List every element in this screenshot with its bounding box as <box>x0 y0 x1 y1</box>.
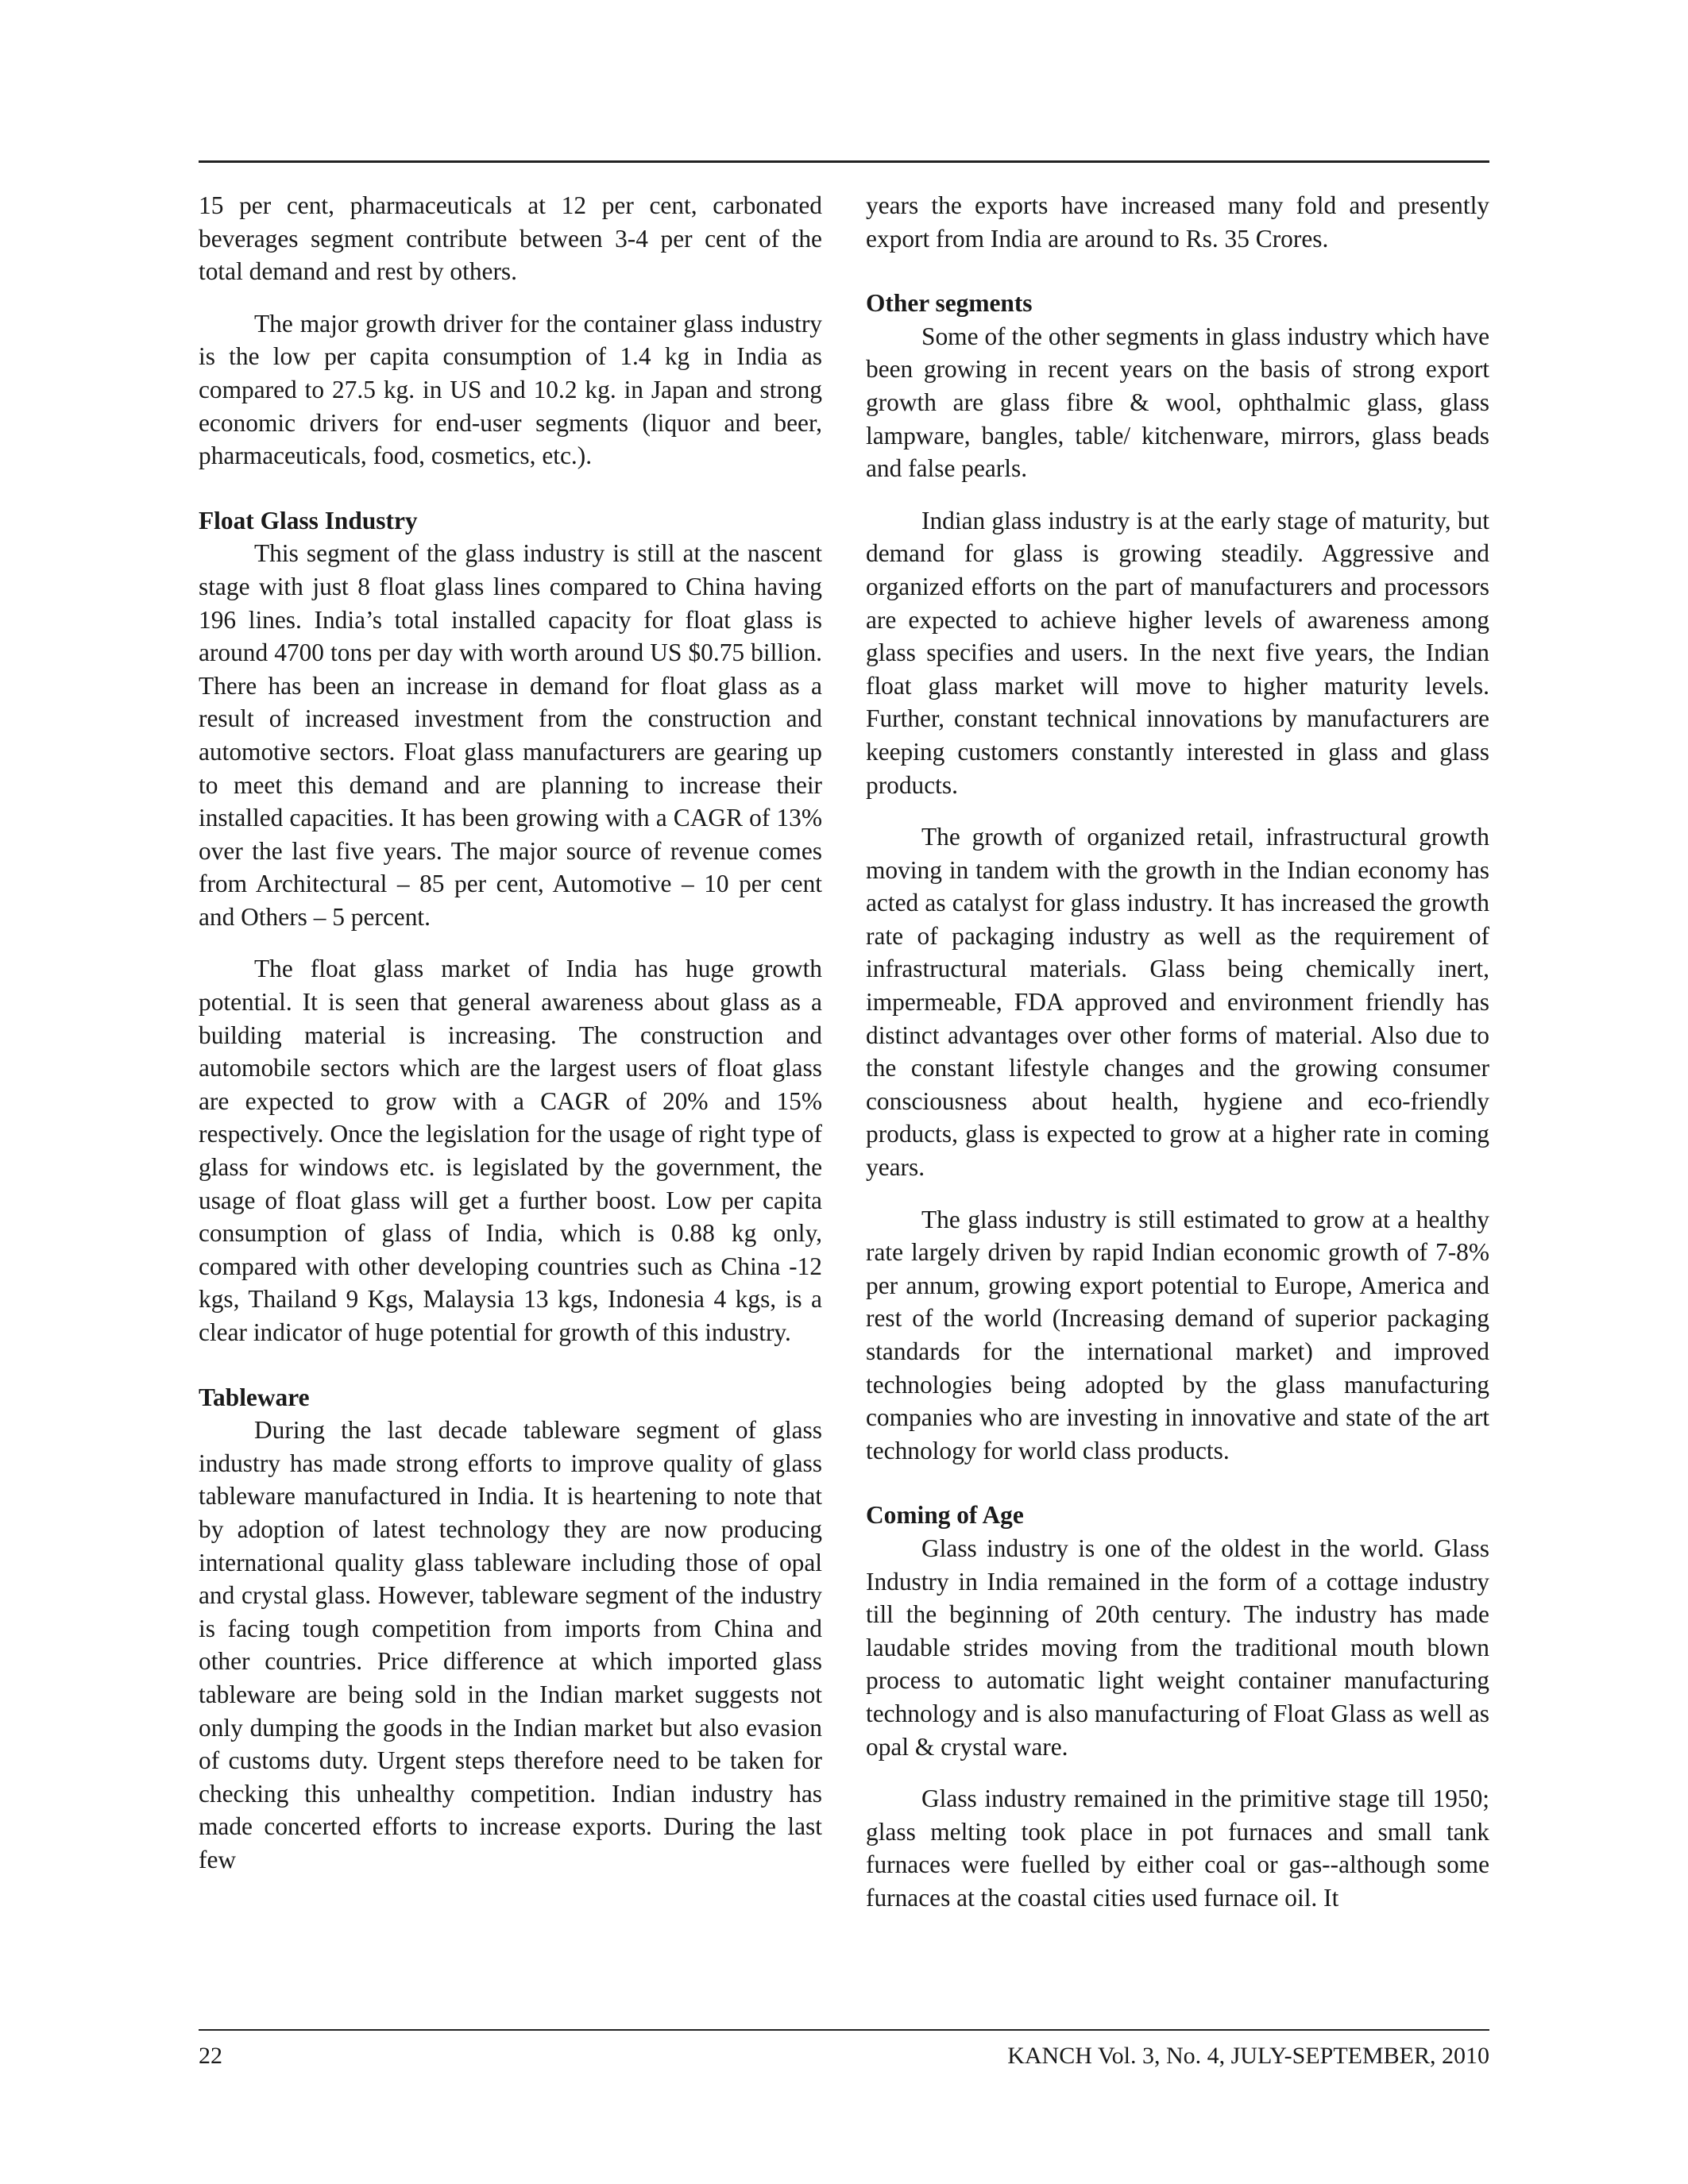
paragraph: The float glass market of India has huge growth potential. It is seen that general awareness about glass as a building material is increasing. The construction and automobile sectors which are the largest users of float glass are expected to grow with a CAGR of 20% and 15% respectively. Once the legislation for the usage of right type of glass for windows etc. is legislated by the government, the usage of float glass will get a further boost. Low per capita consumption of glass of India, which is 0.88 kg only, compared with other developing countries such as China -12 kgs, Thailand 9 Kgs, Malaysia 13 kgs, Indonesia 4 kgs, is a clear indicator of huge potential for growth of this industry. <box>199 955 822 1346</box>
left-column <box>199 189 822 1877</box>
paragraph: 15 per cent, pharmaceuticals at 12 per cent, carbonated beverages segment contribute between 3-4 per cent of the total demand and rest by others. <box>199 191 822 286</box>
journal-citation: KANCH Vol. 3, No. 4, JULY-SEPTEMBER, 2010 <box>1007 2043 1489 2069</box>
paragraph: Glass industry remained in the primitive stage till 1950; glass melting took place in pot furnaces and small tank furnaces were fuelled by either coal or gas--although some furnaces at the coastal cities used furnace oil. It <box>866 1785 1489 1912</box>
paragraph: years the exports have increased many fold and presently export from India are around to Rs. 35 Crores. <box>866 191 1489 253</box>
paragraph: This segment of the glass industry is still at the nascent stage with just 8 float glass lines compared to China having 196 lines. India’s total installed capacity for float glass is around 4700 tons per day with worth around US $0.75 billion. There has been an increase in demand for float glass as a result of increased investment from the construction and automotive sectors. Float glass manufacturers are gearing up to meet this demand and are planning to increase their installed capacities. It has been growing with a CAGR of 13% over the last five years. The major source of revenue comes from Architectural – 85 per cent, Automotive – 10 per cent and Others – 5 percent. <box>199 539 822 931</box>
paragraph: The growth of organized retail, infrastructural growth moving in tandem with the growth in the Indian economy has acted as catalyst for glass industry. It has increased the growth rate of packaging industry as well as the requirement of infrastructural materials. Glass being chemically inert, impermeable, FDA approved and environment friendly has distinct advantages over other forms of material. Also due to the constant lifestyle changes and the growing consumer consciousness about health, hygiene and eco-friendly products, glass is expected to grow at a higher rate in coming years. <box>866 823 1489 1182</box>
paragraph: The glass industry is still estimated to grow at a healthy rate largely driven by rapid Indian economic growth of 7-8% per annum, growing export potential to Europe, America and rest of the world (Increasing demand of superior packaging standards for the international market) and improved technologies being adopted by the glass manufacturing companies who are investing in innovative and state of the art technology for world class products. <box>866 1205 1489 1464</box>
section-heading-tableware: Tableware <box>199 1383 310 1411</box>
right-column <box>866 189 1489 1915</box>
section-heading-float-glass: Float Glass Industry <box>199 506 418 534</box>
page-number: 22 <box>199 2043 222 2069</box>
header-rule <box>199 160 1489 163</box>
paragraph: Glass industry is one of the oldest in the world. Glass Industry in India remained in the form of a cottage industry till the beginning of 20th century. The industry has made laudable strides moving from the traditional mouth blown process to automatic light weight container manufacturing technology and is also manufacturing of Float Glass as well as opal & crystal ware. <box>866 1534 1489 1761</box>
paragraph: Indian glass industry is at the early stage of maturity, but demand for glass is growing steadily. Aggressive and organized efforts on the part of manufacturers and processors are expected to achieve higher levels of awareness among glass specifies and users. In the next five years, the Indian float glass market will move to higher maturity levels. Further, constant technical innovations by manufacturers are keeping customers constantly interested in glass and glass products. <box>866 506 1489 799</box>
paragraph: Some of the other segments in glass industry which have been growing in recent years on the basis of strong export growth are glass fibre & wool, ophthalmic glass, glass lampware, bangles, table/ kitchenware, mirrors, glass beads and false pearls. <box>866 322 1489 483</box>
section-heading-coming-of-age: Coming of Age <box>866 1501 1024 1530</box>
paragraph: The major growth driver for the container glass industry is the low per capita consumption of 1.4 kg in India as compared to 27.5 kg. in US and 10.2 kg. in Japan and strong economic drivers for end-user segments (liquor and beer, pharmaceuticals, food, cosmetics, etc.). <box>199 309 822 470</box>
section-heading-other-segments: Other segments <box>866 289 1033 318</box>
paragraph: During the last decade tableware segment of glass industry has made strong efforts to improve quality of glass tableware manufactured in India. It is heartening to note that by adoption of latest technology they are now producing international quality glass tableware including those of opal and crystal glass. However, tableware segment of the industry is facing tough competition from imports from China and other countries. Price difference at which imported glass tableware are being sold in the Indian market suggests not only dumping the goods in the Indian market but also evasion of customs duty. Urgent steps therefore need to be taken for checking this unhealthy competition. Indian industry has made concerted efforts to increase exports. During the last few <box>199 1416 822 1873</box>
footer-rule <box>199 2029 1489 2031</box>
